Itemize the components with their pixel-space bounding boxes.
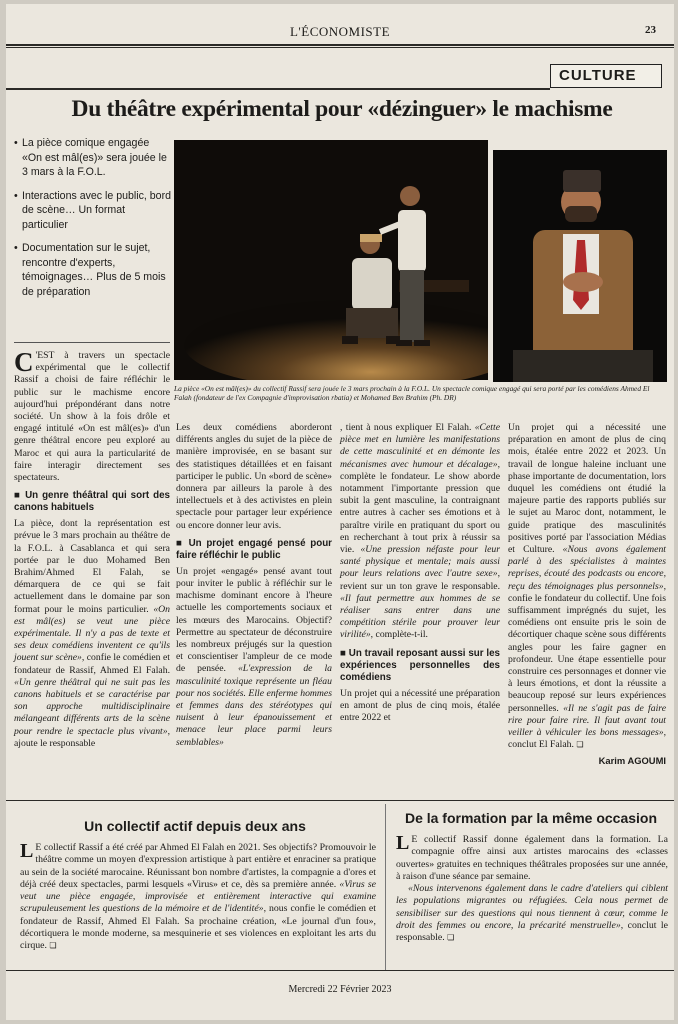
subhead: ■ Un genre théâtral qui sort des canons habituels — [14, 490, 170, 514]
subhead: ■ Un travail reposant aussi sur les expériences personnelles des comédiens — [340, 647, 500, 683]
end-mark: ❏ — [576, 740, 584, 750]
footer-rule — [6, 970, 674, 971]
intro-text: 'EST à travers un spectacle expérimental que le collectif Rassif a choisi de faire réfléchir le public sur le machisme encore aujourd'hui prépondérant dans notre société. Un show à la fois drôle et engagé intitulé «On est mâl(es)» d'un genre théâtral encore peu exploré au Maroc et qui aura la particularité de faire interagir directement ses spectateurs. — [14, 350, 170, 484]
sidebar-box-left-title: Un collectif actif depuis deux ans — [84, 818, 306, 834]
dropcap: L — [396, 832, 410, 854]
article-paragraph: Les deux comédiens aborderont différents angles du sujet de la pièce de manière improvisée, en se basant sur des statistiques détaillées et en faisant participer le public. Un «bord de scène» donnera par ailleurs la parole à des intellectuels et à des activistes en plein spectacle pour partager leur expérience ou encore donner leur avis. — [176, 422, 332, 531]
article-paragraph: , tient à nous expliquer El Falah. «Cette pièce met en lumière les manifestations de cette masculinité et en démonte les mécanismes avec humour et décalage», complète le fondateur. Le show aborde notamment l'importante pression que subit la gent masculine, la contraignant entre autres à cacher ses émotions et à paraître virile en pratiquant du sport ou en recherchant à tout prix à réussir sa vie. «Une pression néfaste pour leur santé physique et mentale; mais aussi pour leurs relations avec l'autre sexe», revient sur un ton grave le responsable. «Il faut permettre aux hommes de se réaliser sans entrer dans une compétition stérile pour prouver leur virilité», complète-t-il. — [340, 422, 500, 641]
end-mark: ❏ — [447, 933, 455, 943]
article-column-3 — [340, 422, 500, 724]
article-intro — [14, 347, 170, 484]
summary-bullets — [14, 136, 172, 308]
section-label: CULTURE — [550, 64, 662, 88]
summary-bullet: • La pièce comique engagée «On est mâl(es)» sera jouée le 3 mars à la F.O.L. — [14, 136, 172, 180]
masthead-rule-thin — [6, 47, 674, 48]
sidebar-box-left-text: L E collectif Rassif a été créé par Ahmed El Falah en 2021. Ses objectifs? Promouvoir le théâtre comme un moyen d'expression artistique à part entière et enraciner sa pratique au sein de la société marocaine. Réunissant bon nombre d'artistes, la compagnie a d'ores et déjà créé deux spectacles, parmi lesquels «Virus» et ce, dès sa première année. «Virus se veut une pièce engagée, improvisée et entièrement interactive qui examine scrupuleusement les questions de la mémoire et de l'identité», nous confie le comédien et fondateur de Rassif, Ahmed El Falah. Sa prochaine création, «Le journal d'un fou», décortiquera le monde moderne, sa mesquinerie et ses violences en exploitant les arts du cirque. ❏ — [20, 840, 377, 952]
article-column-4 — [508, 422, 666, 768]
newspaper-brand: L'ÉCONOMISTE — [289, 24, 391, 39]
sidebar-box-right-text: L E collectif Rassif donne également dans la formation. La compagnie offre ainsi aux artistes marocains des «classes ouvertes» gratuites en techniques théâtrales proposées sur une année, à raison d'une séance par semaine. «Nous intervenons également dans le cadre d'ateliers qui ciblent les populations migrantes ou réfugiées. Cela nous permet de sensibiliser sur des questions qui nous tiennent à cœur, comme le droit des femmes ou encore, la précarité menstruelle», conclut le responsable. ❏ — [396, 832, 668, 944]
summary-bullet: • Documentation sur le sujet, rencontre d'experts, témoignages… Plus de 5 mois de préparation — [14, 241, 172, 299]
author-byline: Karim AGOUMI — [598, 755, 666, 767]
article-paragraph: Un projet «engagé» pensé avant tout pour inviter le public à réfléchir sur le machisme dominant encore à l'heure actuelle les comportements sociaux et les mœurs des Marocains. Objectif? Permettre au spectateur de déconstruire les nombreux préjugés sur la question et conscientiser l'ampleur de ce mode de pensée. «L'expression de la masculinité toxique représente un fléau pour nos sociétés. Elle enferme hommes et femmes dans des stéréotypes qui nuisent à leur épanouissement et menace leur place parmi leurs semblables» — [176, 565, 332, 748]
newspaper-page — [6, 4, 674, 1020]
box-top-rule — [6, 800, 674, 801]
dropcap: C — [14, 347, 34, 377]
box-divider — [385, 804, 386, 970]
subhead: ■ Un projet engagé pensé pour faire réfléchir le public — [176, 537, 332, 561]
page-number: 23 — [645, 24, 656, 36]
actor-portrait-photo — [493, 150, 667, 382]
article-column-1 — [14, 347, 170, 750]
article-paragraph: Un projet qui a nécessité une préparation en amont de plus de cinq mois, étalée entre 2022 et 2023. Un travail de longue haleine incluant une phase importante de documentation, lors duquel les comédiens ont étudié la majeure partie des rapports publiés sur le sujet au Maroc dont, notamment, le guide pratique des masculinités positives porté par l'association Médias et Culture. «Nous avons également parlé à des spécialistes à maintes reprises, écouté des podcasts ou encore, reçu des témoignages plus personnels», confie le fondateur du collectif. Une fois suffisamment imprégnés du sujet, les comédiens ont ensuite pris le soin de décortiquer chaque scène sous différents angles pour les faire gagner en profondeur. Une étape essentielle pour construire ces personnages et donner vie à leurs émotions, et dont la réussite a beaucoup reposé sur leurs expériences personnelles. «Il ne s'agit pas de faire rire pour faire rire. Il faut avant tout veiller à véhiculer les bons messages», conclut El Falah. ❏ — [508, 422, 666, 751]
article-paragraph: La pièce, dont la représentation est prévue le 3 mars prochain au théâtre de la F.O.L. à Casablanca et qui sera portée par le duo Mohamed Ben Brahim/Ahmed El Falah, se démarquera de ce qui se fait actuellement dans le domaine par son format pour le moins particulier. «On est mâl(es) se veut une pièce expérimentale. Il n'y a pas de texte et ses deux comédiens inventent ce qu'ils jouent sur scène», confie le comédien et fondateur de Rassif, Ahmed El Falah. «Un genre théâtral qui ne suit pas les canons habituels et se caractérise par son approche multidisciplinaire mélangeant différents arts de la scène pour rendre le spectacle plus vivant», ajoute le responsable — [14, 518, 170, 749]
stage-photo — [174, 140, 488, 380]
masthead-rule — [6, 44, 674, 46]
dropcap: L — [20, 840, 34, 862]
headline: Du théâtre expérimental pour «dézinguer» le machisme — [71, 96, 613, 122]
article-column-2 — [176, 422, 332, 749]
sidebar-box-right-title: De la formation par la même occasion — [404, 810, 658, 826]
summary-bullet: • Interactions avec le public, bord de scène… Un format particulier — [14, 189, 172, 233]
summary-rule — [14, 342, 170, 343]
end-mark: ❏ — [49, 941, 57, 951]
section-rule — [6, 88, 550, 90]
article-paragraph-continued: Un projet qui a nécessité une préparation en amont de plus de cinq mois, étalée entre 2022 et — [340, 687, 500, 724]
page-footer-date: Mercredi 22 Février 2023 — [288, 984, 392, 995]
photo-caption: La pièce «On est mâl(es)» du collectif Rassif sera jouée le 3 mars prochain à la F.O.L. Un spectacle comique engagé qui sera porté par les comédiens Ahmed El Falah (fondateur de l'ex Compagnie d'improvisation rbatia) et Mohamed Ben Brahim (Ph. DR) — [174, 384, 650, 403]
